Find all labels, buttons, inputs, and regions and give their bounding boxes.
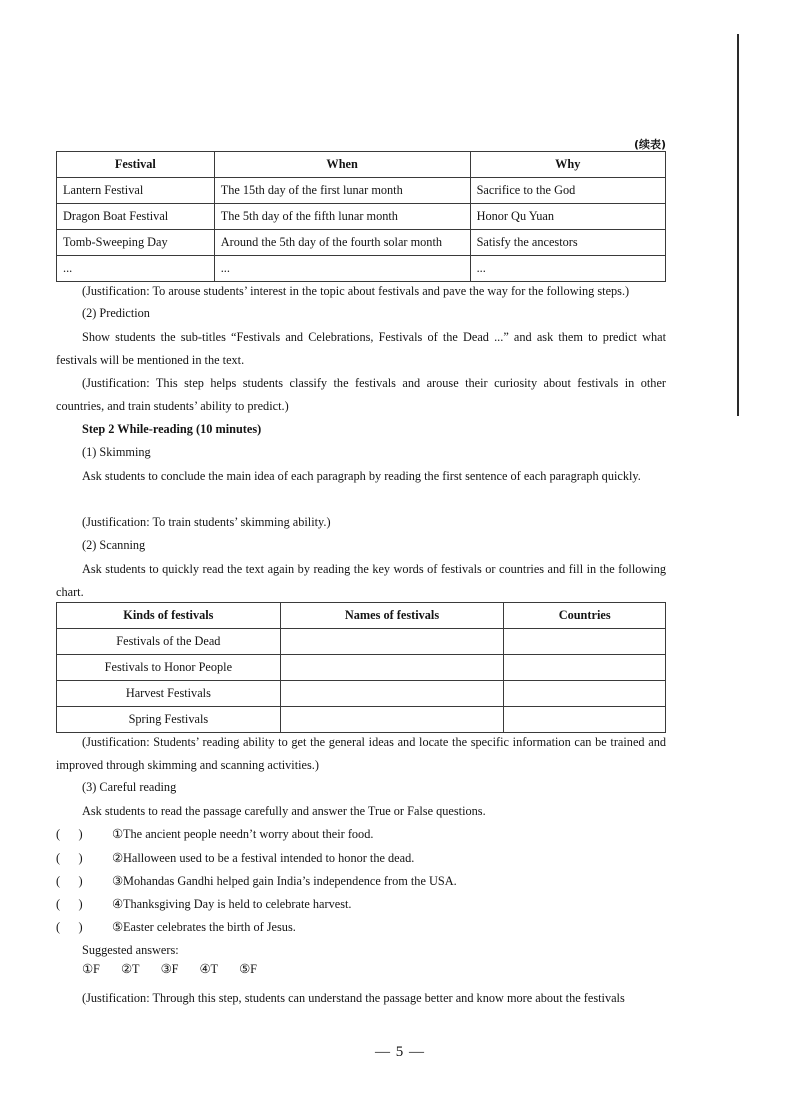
- blank-names-cell: [280, 681, 504, 707]
- margin-rule: [737, 34, 739, 416]
- skimming-body: Ask students to conclude the main idea of each paragraph by reading the first sentence of each paragraph quickly.: [82, 469, 641, 483]
- question-text: ⑤Easter celebrates the birth of Jesus.: [112, 920, 296, 934]
- table-row: [57, 629, 666, 655]
- answer-3: ③F: [160, 962, 179, 976]
- question-text: ①The ancient people needn’t worry about their food.: [112, 827, 374, 841]
- kind-cell: Festivals of the Dead: [57, 629, 281, 655]
- answer-5: ⑤F: [239, 962, 258, 976]
- page-number: — 5 —: [375, 1044, 425, 1060]
- kind-cell: Festivals to Honor People: [57, 655, 281, 681]
- header-countries: Countries: [504, 603, 666, 629]
- table-row: [57, 230, 666, 256]
- justification-1: (Justification: To arouse students’ interest in the topic about festivals and pave the way for the following steps.): [82, 284, 630, 298]
- blank-countries-cell: [504, 629, 666, 655]
- blank-countries-cell: [504, 707, 666, 733]
- festival-cell: ...: [57, 256, 215, 282]
- why-cell: Sacrifice to the God: [470, 178, 665, 204]
- answer-blank[interactable]: ( ): [56, 920, 83, 934]
- header-festival: Festival: [57, 152, 215, 178]
- suggested-heading: Suggested answers:: [82, 943, 179, 957]
- header-names: Names of festivals: [280, 603, 504, 629]
- continued-label: (续表): [633, 138, 666, 151]
- header-why: Why: [470, 152, 665, 178]
- answer-key: [82, 962, 269, 977]
- kind-cell: Harvest Festivals: [57, 681, 281, 707]
- prediction-body: Show students the sub-titles “Festivals and Celebrations, Festivals of the Dead ...” and ask them to predict what festivals will be mentioned in the text.: [56, 330, 666, 367]
- table-row: [57, 681, 666, 707]
- when-cell: Around the 5th day of the fourth solar month: [214, 230, 470, 256]
- festival-cell: Dragon Boat Festival: [57, 204, 215, 230]
- answer-4: ④T: [199, 962, 219, 976]
- blank-countries-cell: [504, 655, 666, 681]
- question-text: ③Mohandas Gandhi helped gain India’s independence from the USA.: [112, 874, 457, 888]
- when-cell: The 15th day of the first lunar month: [214, 178, 470, 204]
- answer-blank[interactable]: ( ): [56, 874, 83, 888]
- answer-blank[interactable]: ( ): [56, 897, 83, 911]
- blank-names-cell: [280, 629, 504, 655]
- answer-1: ①F: [82, 962, 100, 976]
- when-cell: ...: [214, 256, 470, 282]
- tf-question-4: [56, 893, 351, 916]
- question-text: ②Halloween used to be a festival intended to honor the dead.: [112, 851, 415, 865]
- table-row: [57, 178, 666, 204]
- kind-cell: Spring Festivals: [57, 707, 281, 733]
- skimming-heading: (1) Skimming: [82, 445, 151, 459]
- why-cell: Honor Qu Yuan: [470, 204, 665, 230]
- table-row: [57, 256, 666, 282]
- scanning-body: Ask students to quickly read the text again by reading the key words of festivals or countries and fill in the following chart.: [56, 562, 666, 599]
- step2-heading: Step 2 While-reading (10 minutes): [82, 422, 262, 436]
- tf-question-2: [56, 847, 414, 870]
- table-header-row: [57, 152, 666, 178]
- tf-question-1: [56, 823, 373, 846]
- why-cell: ...: [470, 256, 665, 282]
- tf-question-5: [56, 916, 296, 939]
- table-header-row: [57, 603, 666, 629]
- when-cell: The 5th day of the fifth lunar month: [214, 204, 470, 230]
- festival-chart: [56, 602, 666, 733]
- prediction-heading: (2) Prediction: [82, 306, 150, 320]
- table-row: [57, 707, 666, 733]
- table-row: [57, 655, 666, 681]
- scanning-heading: (2) Scanning: [82, 538, 146, 552]
- justification-2: (Justification: This step helps students classify the festivals and arouse their curiosity about festivals in other countries, and train students’ ability to predict.): [56, 376, 666, 413]
- justification-5: (Justification: Through this step, students can understand the passage better and know more about the festivals: [82, 991, 625, 1005]
- blank-names-cell: [280, 655, 504, 681]
- table-row: [57, 204, 666, 230]
- careful-body: Ask students to read the passage carefully and answer the True or False questions.: [82, 804, 486, 818]
- why-cell: Satisfy the ancestors: [470, 230, 665, 256]
- blank-countries-cell: [504, 681, 666, 707]
- header-when: When: [214, 152, 470, 178]
- tf-question-3: [56, 870, 457, 893]
- answer-2: ②T: [120, 962, 140, 976]
- blank-names-cell: [280, 707, 504, 733]
- careful-heading: (3) Careful reading: [82, 780, 177, 794]
- answer-blank[interactable]: ( ): [56, 827, 83, 841]
- festival-cell: Lantern Festival: [57, 178, 215, 204]
- festival-table: [56, 151, 666, 282]
- question-text: ④Thanksgiving Day is held to celebrate harvest.: [112, 897, 352, 911]
- justification-4: (Justification: Students’ reading ability to get the general ideas and locate the specific information can be trained and improved through skimming and scanning activities.): [56, 735, 666, 772]
- header-kinds: Kinds of festivals: [57, 603, 281, 629]
- festival-cell: Tomb-Sweeping Day: [57, 230, 215, 256]
- justification-3: (Justification: To train students’ skimming ability.): [82, 515, 331, 529]
- answer-blank[interactable]: ( ): [56, 851, 83, 865]
